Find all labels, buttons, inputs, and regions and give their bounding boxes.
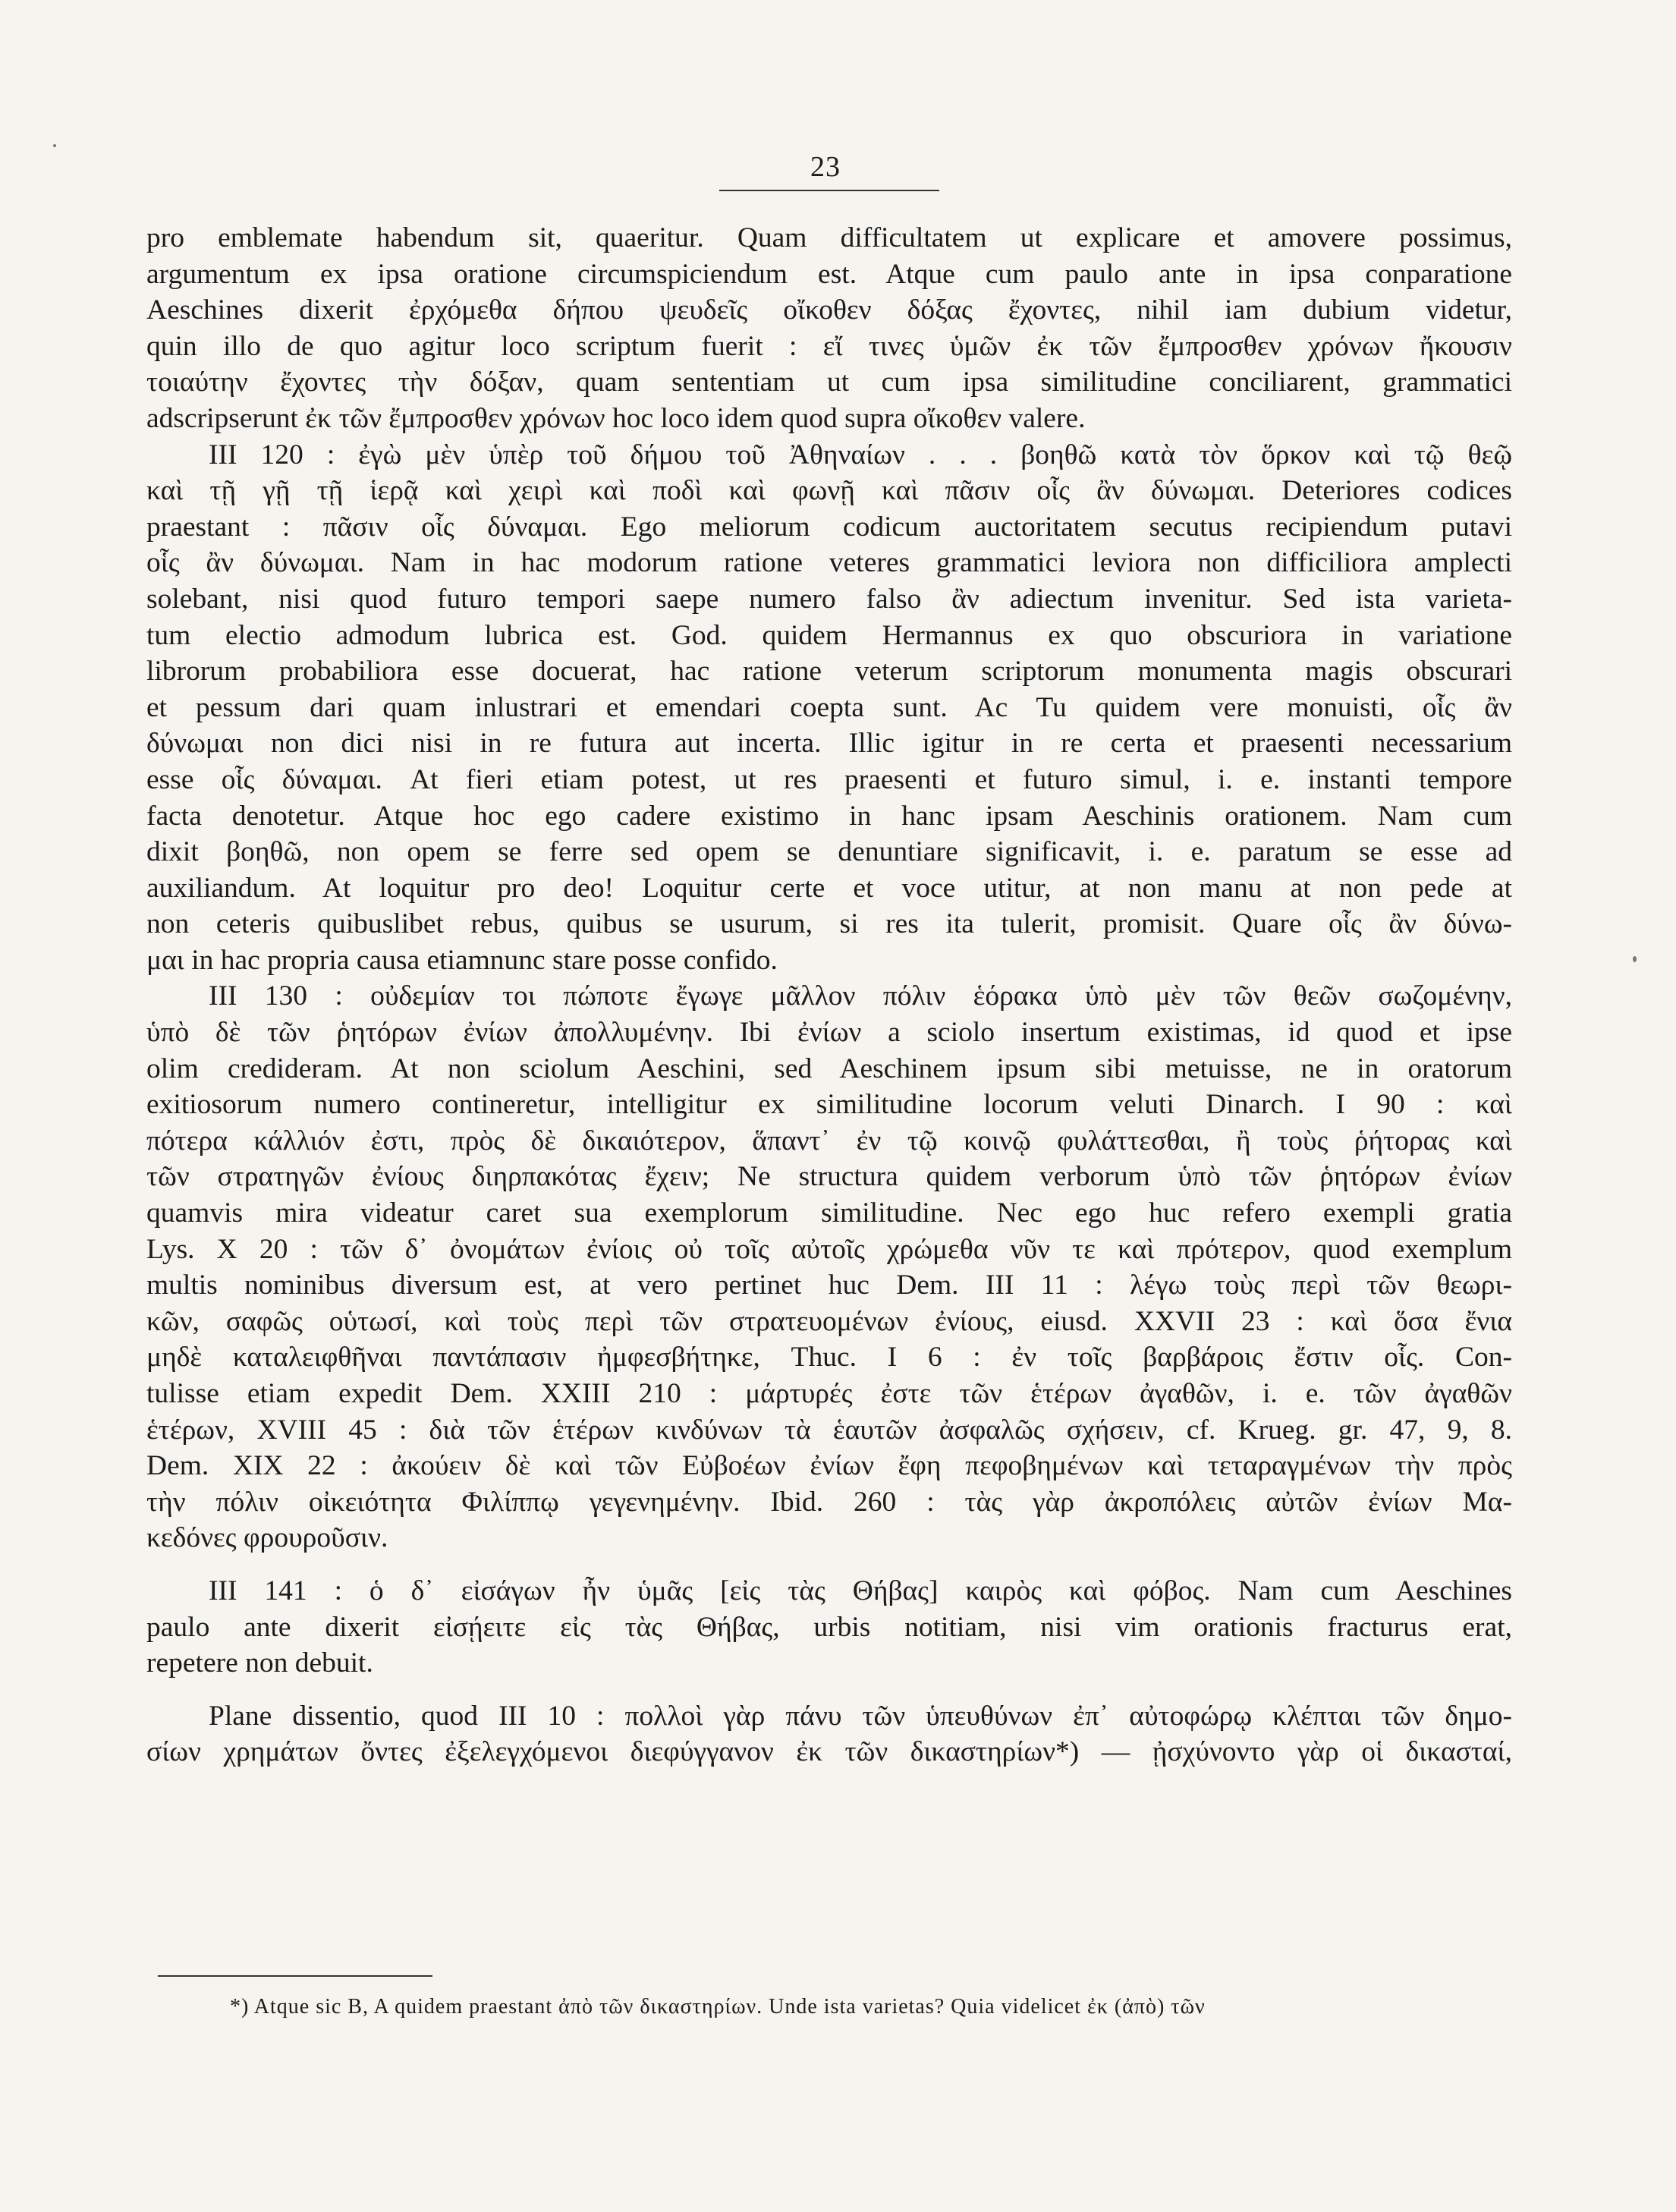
text-line: praestant : πᾶσιν οἷς δύναμαι. Ego meliorum codicum auctoritatem secutus recipiendum putavi — [146, 511, 1512, 543]
text-line: Aeschines dixerit ἐρχόμεθα δήπου ψευδεῖς οἴκοθεν δόξας ἔχοντες, nihil iam dubium videtur, — [146, 294, 1512, 326]
text-line: μαι in hac propria causa etiamnunc stare posse confido. — [146, 944, 778, 976]
paragraph-2 — [146, 437, 1512, 979]
text-line: τῶν στρατηγῶν ἐνίους διηρπακότας ἔχειν; Ne structura quidem verborum ὑπὸ τῶν ῥητόρων ἐνίων — [146, 1161, 1512, 1193]
text-line: pro emblemate habendum sit, quaeritur. Quam difficultatem ut explicare et amovere possimus, — [146, 222, 1512, 253]
text-line: facta denotetur. Atque hoc ego cadere existimo in hanc ipsam Aeschinis orationem. Nam cum — [146, 800, 1512, 832]
text-line: adscripserunt ἐκ τῶν ἔμπροσθεν χρόνων hoc loco idem quod supra οἴκοθεν valere. — [146, 402, 1086, 434]
text-line: et pessum dari quam inlustrari et emendari coepta sunt. Ac Tu quidem vere monuisti, οἷς ἂν — [146, 691, 1512, 723]
text-line: repetere non debuit. — [146, 1647, 373, 1679]
text-line: Dem. XIX 22 : ἀκούειν δὲ καὶ τῶν Εὐβοέων ἐνίων ἔφη πεφοβημένων καὶ τεταραγμένων τὴν πρὸς — [146, 1450, 1512, 1482]
text-line: tulisse etiam expedit Dem. XXIII 210 : μάρτυρές ἐστε τῶν ἑτέρων ἀγαθῶν, i. e. τῶν ἀγαθῶν — [146, 1378, 1512, 1409]
scan-speck — [1633, 956, 1637, 962]
text-line: πότερα κάλλιόν ἐστι, πρὸς δὲ δικαιότερον, ἅπαντ᾽ ἐν τῷ κοινῷ φυλάττεσθαι, ἢ τοὺς ῥήτορας καὶ — [146, 1125, 1512, 1156]
text-line: quamvis mira videatur caret sua exemplorum similitudine. Nec ego huc refero exempli gratia — [146, 1197, 1512, 1229]
text-line: multis nominibus diversum est, at vero pertinet huc Dem. III 11 : λέγω τοὺς περὶ τῶν θεωρι- — [146, 1270, 1512, 1301]
text-line: κεδόνες φρουροῦσιν. — [146, 1522, 388, 1554]
text-line: esse οἷς δύναμαι. At fieri etiam potest, ut res praesenti et futuro simul, i. e. instanti tempore — [146, 763, 1512, 795]
paragraph-1 — [146, 220, 1512, 437]
text-line: ὑπὸ δὲ τῶν ῥητόρων ἐνίων ἀπολλυμένην. Ibi ἐνίων a sciolo insertum existimas, id quod et ipse — [146, 1017, 1512, 1049]
text-line: ἑτέρων, XVIII 45 : διὰ τῶν ἑτέρων κινδύνων τὰ ἑαυτῶν ἀσφαλῶς σχήσειν, cf. Krueg. gr. 47, 9, 8. — [146, 1414, 1512, 1446]
text-line: solebant, nisi quod futuro tempori saepe numero falso ἂν adiectum invenitur. Sed ista varieta- — [146, 583, 1512, 615]
text-line: III 120 : ἐγὼ μὲν ὑπὲρ τοῦ δήμου τοῦ Ἀθηναίων . . . βοηθῶ κατὰ τὸν ὅρκον καὶ τῷ θεῷ — [209, 439, 1512, 470]
page-number: 23 — [810, 151, 841, 183]
text-line: τὴν πόλιν οἰκειότητα Φιλίππῳ γεγενημένην. Ibid. 260 : τὰς γὰρ ἀκροπόλεις αὐτῶν ἐνίων Μα- — [146, 1486, 1512, 1518]
text-line: οἷς ἂν δύνωμαι. Nam in hac modorum ratione veteres grammatici leviora non difficiliora amplecti — [146, 547, 1512, 579]
body-text — [146, 220, 1512, 1770]
footnote-rule — [158, 1975, 432, 1977]
text-line: III 130 : οὐδεμίαν τοι πώποτε ἔγωγε μᾶλλον πόλιν ἑόρακα ὑπὸ μὲν τῶν θεῶν σωζομένην, — [209, 980, 1512, 1012]
text-line: non ceteris quibuslibet rebus, quibus se usurum, si res ita tulerit, promisit. Quare οἷς ἂν δύνω- — [146, 908, 1512, 940]
text-line: olim credideram. At non sciolum Aeschini, sed Aeschinem ipsum sibi metuisse, ne in oratorum — [146, 1053, 1512, 1084]
text-line: τοιαύτην ἔχοντες τὴν δόξαν, quam sententiam ut cum ipsa similitudine conciliarent, grammatici — [146, 367, 1512, 398]
text-line: δύνωμαι non dici nisi in re futura aut incerta. Illic igitur in re certa et praesenti necessarium — [146, 728, 1512, 760]
text-line: auxiliandum. At loquitur pro deo! Loquitur certe et voce utitur, at non manu at non pede at — [146, 872, 1512, 904]
scan-speck — [53, 144, 56, 147]
text-line: dixit βοηθῶ, non opem se ferre sed opem se denuntiare significavit, i. e. paratum se esse ad — [146, 836, 1512, 868]
paragraph-5 — [146, 1698, 1512, 1770]
text-line: paulo ante dixerit εἰσῄειτε εἰς τὰς Θήβας, urbis notitiam, nisi vim orationis fracturus erat, — [146, 1611, 1512, 1643]
text-line: μηδὲ καταλειφθῆναι παντάπασιν ἠμφεσβήτηκε, Thuc. I 6 : ἐν τοῖς βαρβάροις ἔστιν οἷς. Con- — [146, 1342, 1512, 1373]
header-rule — [719, 190, 939, 191]
text-line: καὶ τῇ γῇ τῇ ἱερᾷ καὶ χειρὶ καὶ ποδὶ καὶ φωνῇ καὶ πᾶσιν οἷς ἂν δύνωμαι. Deteriores codices — [146, 475, 1512, 507]
text-line: III 141 : ὁ δ᾽ εἰσάγων ἦν ὑμᾶς [εἰς τὰς Θήβας] καιρὸς καὶ φόβος. Nam cum Aeschines — [209, 1575, 1512, 1606]
text-line: librorum probabiliora esse docuerat, hac ratione veterum scriptorum monumenta magis obscurari — [146, 656, 1512, 688]
text-line: σίων χρημάτων ὄντες ἐξελεγχόμενοι διεφύγγανον ἐκ τῶν δικαστηρίων*) — ᾐσχύνοντο γὰρ οἱ δικασταί, — [146, 1736, 1512, 1768]
text-line: exitiosorum numero contineretur, intelligitur ex similitudine locorum veluti Dinarch. I 90 : καὶ — [146, 1089, 1512, 1121]
text-line: κῶν, σαφῶς οὑτωσί, καὶ τοὺς περὶ τῶν στρατευομένων ἐνίους, eiusd. XXVII 23 : καὶ ὅσα ἔνια — [146, 1305, 1512, 1337]
paragraph-4 — [146, 1573, 1512, 1682]
text-line: argumentum ex ipsa oratione circumspiciendum est. Atque cum paulo ante in ipsa conparatione — [146, 258, 1512, 290]
text-line: tum electio admodum lubrica est. God. quidem Hermannus ex quo obscuriora in variatione — [146, 619, 1512, 651]
text-line: Plane dissentio, quod III 10 : πολλοὶ γὰρ πάνυ τῶν ὑπευθύνων ἐπ᾽ αὐτοφώρῳ κλέπται τῶν δημο- — [209, 1700, 1512, 1732]
paragraph-3 — [146, 978, 1512, 1556]
text-line: quin illo de quo agitur loco scriptum fuerit : εἴ τινες ὑμῶν ἐκ τῶν ἔμπροσθεν χρόνων ἤκουσιν — [146, 330, 1512, 362]
footnote: *) Atque sic B, A quidem praestant ἀπὸ τῶν δικαστηρίων. Unde ista varietas? Quia videlicet ἐκ (ἀπὸ) τῶν — [230, 1995, 1206, 2018]
text-line: Lys. X 20 : τῶν δ᾽ ὀνομάτων ἐνίοις οὐ τοῖς αὐτοῖς χρώμεθα νῦν τε καὶ πρότερον, quod exemplum — [146, 1233, 1512, 1265]
